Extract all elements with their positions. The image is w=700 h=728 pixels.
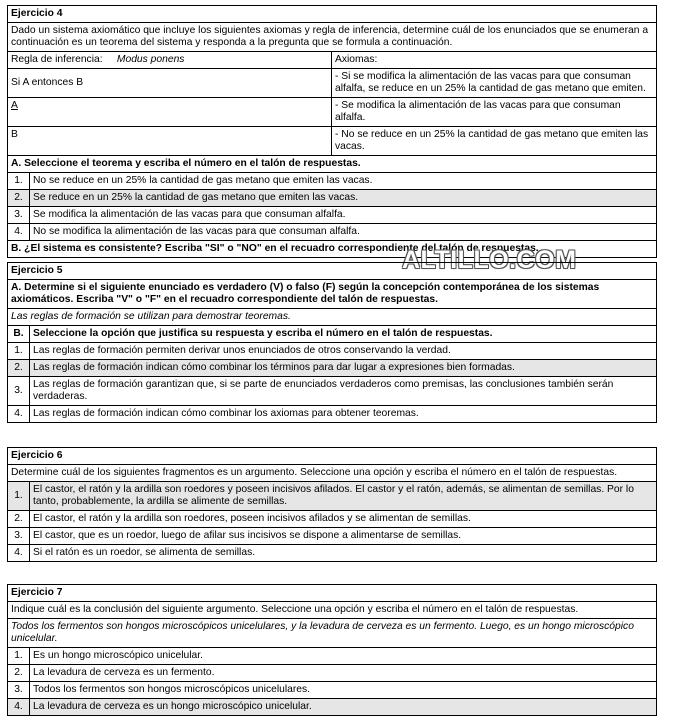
ex7-option-1-num: 1. <box>8 648 30 664</box>
ex6-title-row <box>8 448 656 464</box>
ex5-part-b-row <box>8 325 656 342</box>
ex4-axioms-label: Axiomas: <box>335 54 378 65</box>
ex5-option-3-text: Las reglas de formación garantizan que, si se parte de enunciados verdaderos como premisas, las conclusiones también serán verdaderas. <box>33 379 614 402</box>
ex4-axiom-row-2 <box>8 97 656 126</box>
ex6-option-2-text: El castor, el ratón y la ardilla son roedores, poseen incisivos afilados y se alimentan de semillas. <box>33 513 471 524</box>
ex5-statement: Las reglas de formación se utilizan para demostrar teoremas. <box>11 311 291 322</box>
ex4-rule-name: Modus ponens <box>116 54 185 65</box>
ex5-part-b: Seleccione la opción que justifica su respuesta y escriba el número en el talón de respuestas. <box>33 328 493 339</box>
ex6-prompt-row <box>8 464 656 481</box>
ex6-option-4-text: Si el ratón es un roedor, se alimenta de semillas. <box>33 547 256 558</box>
ex4-option-2-text: Se reduce en un 25% la cantidad de gas metano que emiten las vacas. <box>33 192 359 203</box>
ex5-option-1-text: Las reglas de formación permiten derivar unos enunciados de otros conservando la verdad. <box>33 345 451 356</box>
ex7-option-2 <box>8 664 656 681</box>
ex4-rule-2: A <box>8 98 332 126</box>
ex6-option-2 <box>8 510 656 527</box>
ex7-title-row <box>8 585 656 601</box>
ex4-labels-row <box>8 51 656 68</box>
ex4-rule-1: Si A entonces B <box>8 69 332 97</box>
ex4-option-2 <box>8 189 656 206</box>
ex6-option-4-num: 4. <box>8 545 30 561</box>
ex7-option-2-text: La levadura de cerveza es un fermento. <box>33 667 215 678</box>
ex4-rule-3: B <box>8 127 332 155</box>
ex4-option-4-text: No se modifica la alimentación de las vacas para que consuman alfalfa. <box>33 226 360 237</box>
ex4-option-2-num: 2. <box>8 190 30 206</box>
ex4-rule-header <box>8 52 332 68</box>
ex5-title-row <box>8 263 656 279</box>
ex5-part-a-row <box>8 279 656 308</box>
ex7-option-4 <box>8 698 656 715</box>
ex6-option-3 <box>8 527 656 544</box>
ex7-option-1 <box>8 647 656 664</box>
ex5-part-a: A. Determine si el siguiente enunciado es verdadero (V) o falso (F) según la concepción contemporánea de los sistemas axiomáticos. Escriba "V" o "F" en el recuadro correspondiente del talón de respuestas. <box>11 282 600 305</box>
ex5-statement-row <box>8 308 656 325</box>
ex7-title: Ejercicio 7 <box>11 587 63 598</box>
ex5-option-1 <box>8 342 656 359</box>
exercise-7 <box>7 584 657 716</box>
ex4-prompt: Dado un sistema axiomático que incluye los siguientes axiomas y regla de inferencia, determine cuál de los enunciados que se enumeran a continuación es un teorema del sistema y responda a la pregunta que se formula a continuación. <box>11 25 649 48</box>
ex7-option-4-num: 4. <box>8 699 30 715</box>
ex7-argument: Todos los fermentos son hongos microscópicos unicelulares, y la levadura de cerveza es un fermento. Luego, es un hongo microscópico unicelular. <box>11 621 634 644</box>
ex7-option-3-text: Todos los fermentos son hongos microscópicos unicelulares. <box>33 684 311 695</box>
ex4-axiom-1: - Si se modifica la alimentación de las vacas para que consuman alfalfa, se reduce en un 25% la cantidad de gas metano que emiten. <box>335 71 646 94</box>
ex4-option-3-num: 3. <box>8 207 30 223</box>
ex4-axiom-row-3 <box>8 126 656 155</box>
ex6-title: Ejercicio 6 <box>11 450 63 461</box>
ex5-option-4-text: Las reglas de formación indican cómo combinar los axiomas para obtener teoremas. <box>33 408 419 419</box>
ex4-axiom-3: - No se reduce en un 25% la cantidad de gas metano que emiten las vacas. <box>335 129 649 152</box>
ex4-title: Ejercicio 4 <box>11 8 63 19</box>
ex7-option-4-text: La levadura de cerveza es un hongo microscópico unicelular. <box>33 701 312 712</box>
ex4-option-3 <box>8 206 656 223</box>
ex6-option-3-text: El castor, que es un roedor, luego de afilar sus incisivos se dispone a alimentarse de semillas. <box>33 530 462 541</box>
ex4-option-3-text: Se modifica la alimentación de las vacas para que consuman alfalfa. <box>33 209 346 220</box>
ex6-option-3-num: 3. <box>8 528 30 544</box>
ex5-option-2 <box>8 359 656 376</box>
ex7-option-2-num: 2. <box>8 665 30 681</box>
ex4-option-1-text: No se reduce en un 25% la cantidad de gas metano que emiten las vacas. <box>33 175 373 186</box>
ex5-option-3 <box>8 376 656 405</box>
ex4-prompt-row <box>8 22 656 51</box>
ex4-option-1 <box>8 172 656 189</box>
exercise-4 <box>7 5 657 258</box>
ex4-part-a-row <box>8 155 656 172</box>
ex5-part-b-label: B. <box>8 326 30 342</box>
ex6-option-1 <box>8 481 656 510</box>
ex6-option-1-num: 1. <box>8 482 30 510</box>
ex4-title-row <box>8 6 656 22</box>
ex4-part-a: A. Seleccione el teorema y escriba el número en el talón de respuestas. <box>11 158 361 169</box>
ex6-option-2-num: 2. <box>8 511 30 527</box>
ex4-part-b: B. ¿El sistema es consistente? Escriba "SI" o "NO" en el recuadro correspondiente del talón de respuestas. <box>11 243 539 254</box>
ex4-option-1-num: 1. <box>8 173 30 189</box>
ex5-option-2-num: 2. <box>8 360 30 376</box>
ex4-option-4 <box>8 223 656 240</box>
ex5-option-1-num: 1. <box>8 343 30 359</box>
ex7-option-1-text: Es un hongo microscópico unicelular. <box>33 650 203 661</box>
ex4-axiom-2: - Se modifica la alimentación de las vacas para que consuman alfalfa. <box>335 100 621 123</box>
ex7-prompt-row <box>8 601 656 618</box>
ex5-title: Ejercicio 5 <box>11 265 63 276</box>
exercise-5 <box>7 262 657 423</box>
ex7-prompt: Indique cuál es la conclusión del siguiente argumento. Seleccione una opción y escriba el número en el talón de respuestas. <box>11 604 579 615</box>
ex6-option-4 <box>8 544 656 561</box>
ex4-rule-label: Regla de inferencia: <box>11 54 103 65</box>
ex5-option-4-num: 4. <box>8 406 30 422</box>
watermark: ALTILLO.COM <box>402 246 577 274</box>
ex7-option-3-num: 3. <box>8 682 30 698</box>
exercise-6 <box>7 447 657 562</box>
ex7-option-3 <box>8 681 656 698</box>
ex6-prompt: Determine cuál de los siguientes fragmentos es un argumento. Seleccione una opción y escriba el número en el talón de respuestas. <box>11 467 618 478</box>
ex5-option-2-text: Las reglas de formación indican cómo combinar los términos para dar lugar a expresiones bien formadas. <box>33 362 515 373</box>
ex5-option-4 <box>8 405 656 422</box>
ex6-option-1-text: El castor, el ratón y la ardilla son roedores y poseen incisivos afilados. El castor y el ratón, además, se alimentan de semillas. Por lo tanto, probablemente, la ardilla se alimente de semillas. <box>33 484 634 507</box>
ex7-argument-row <box>8 618 656 647</box>
ex5-option-3-num: 3. <box>8 377 30 405</box>
ex4-axiom-row-1 <box>8 68 656 97</box>
ex4-option-4-num: 4. <box>8 224 30 240</box>
